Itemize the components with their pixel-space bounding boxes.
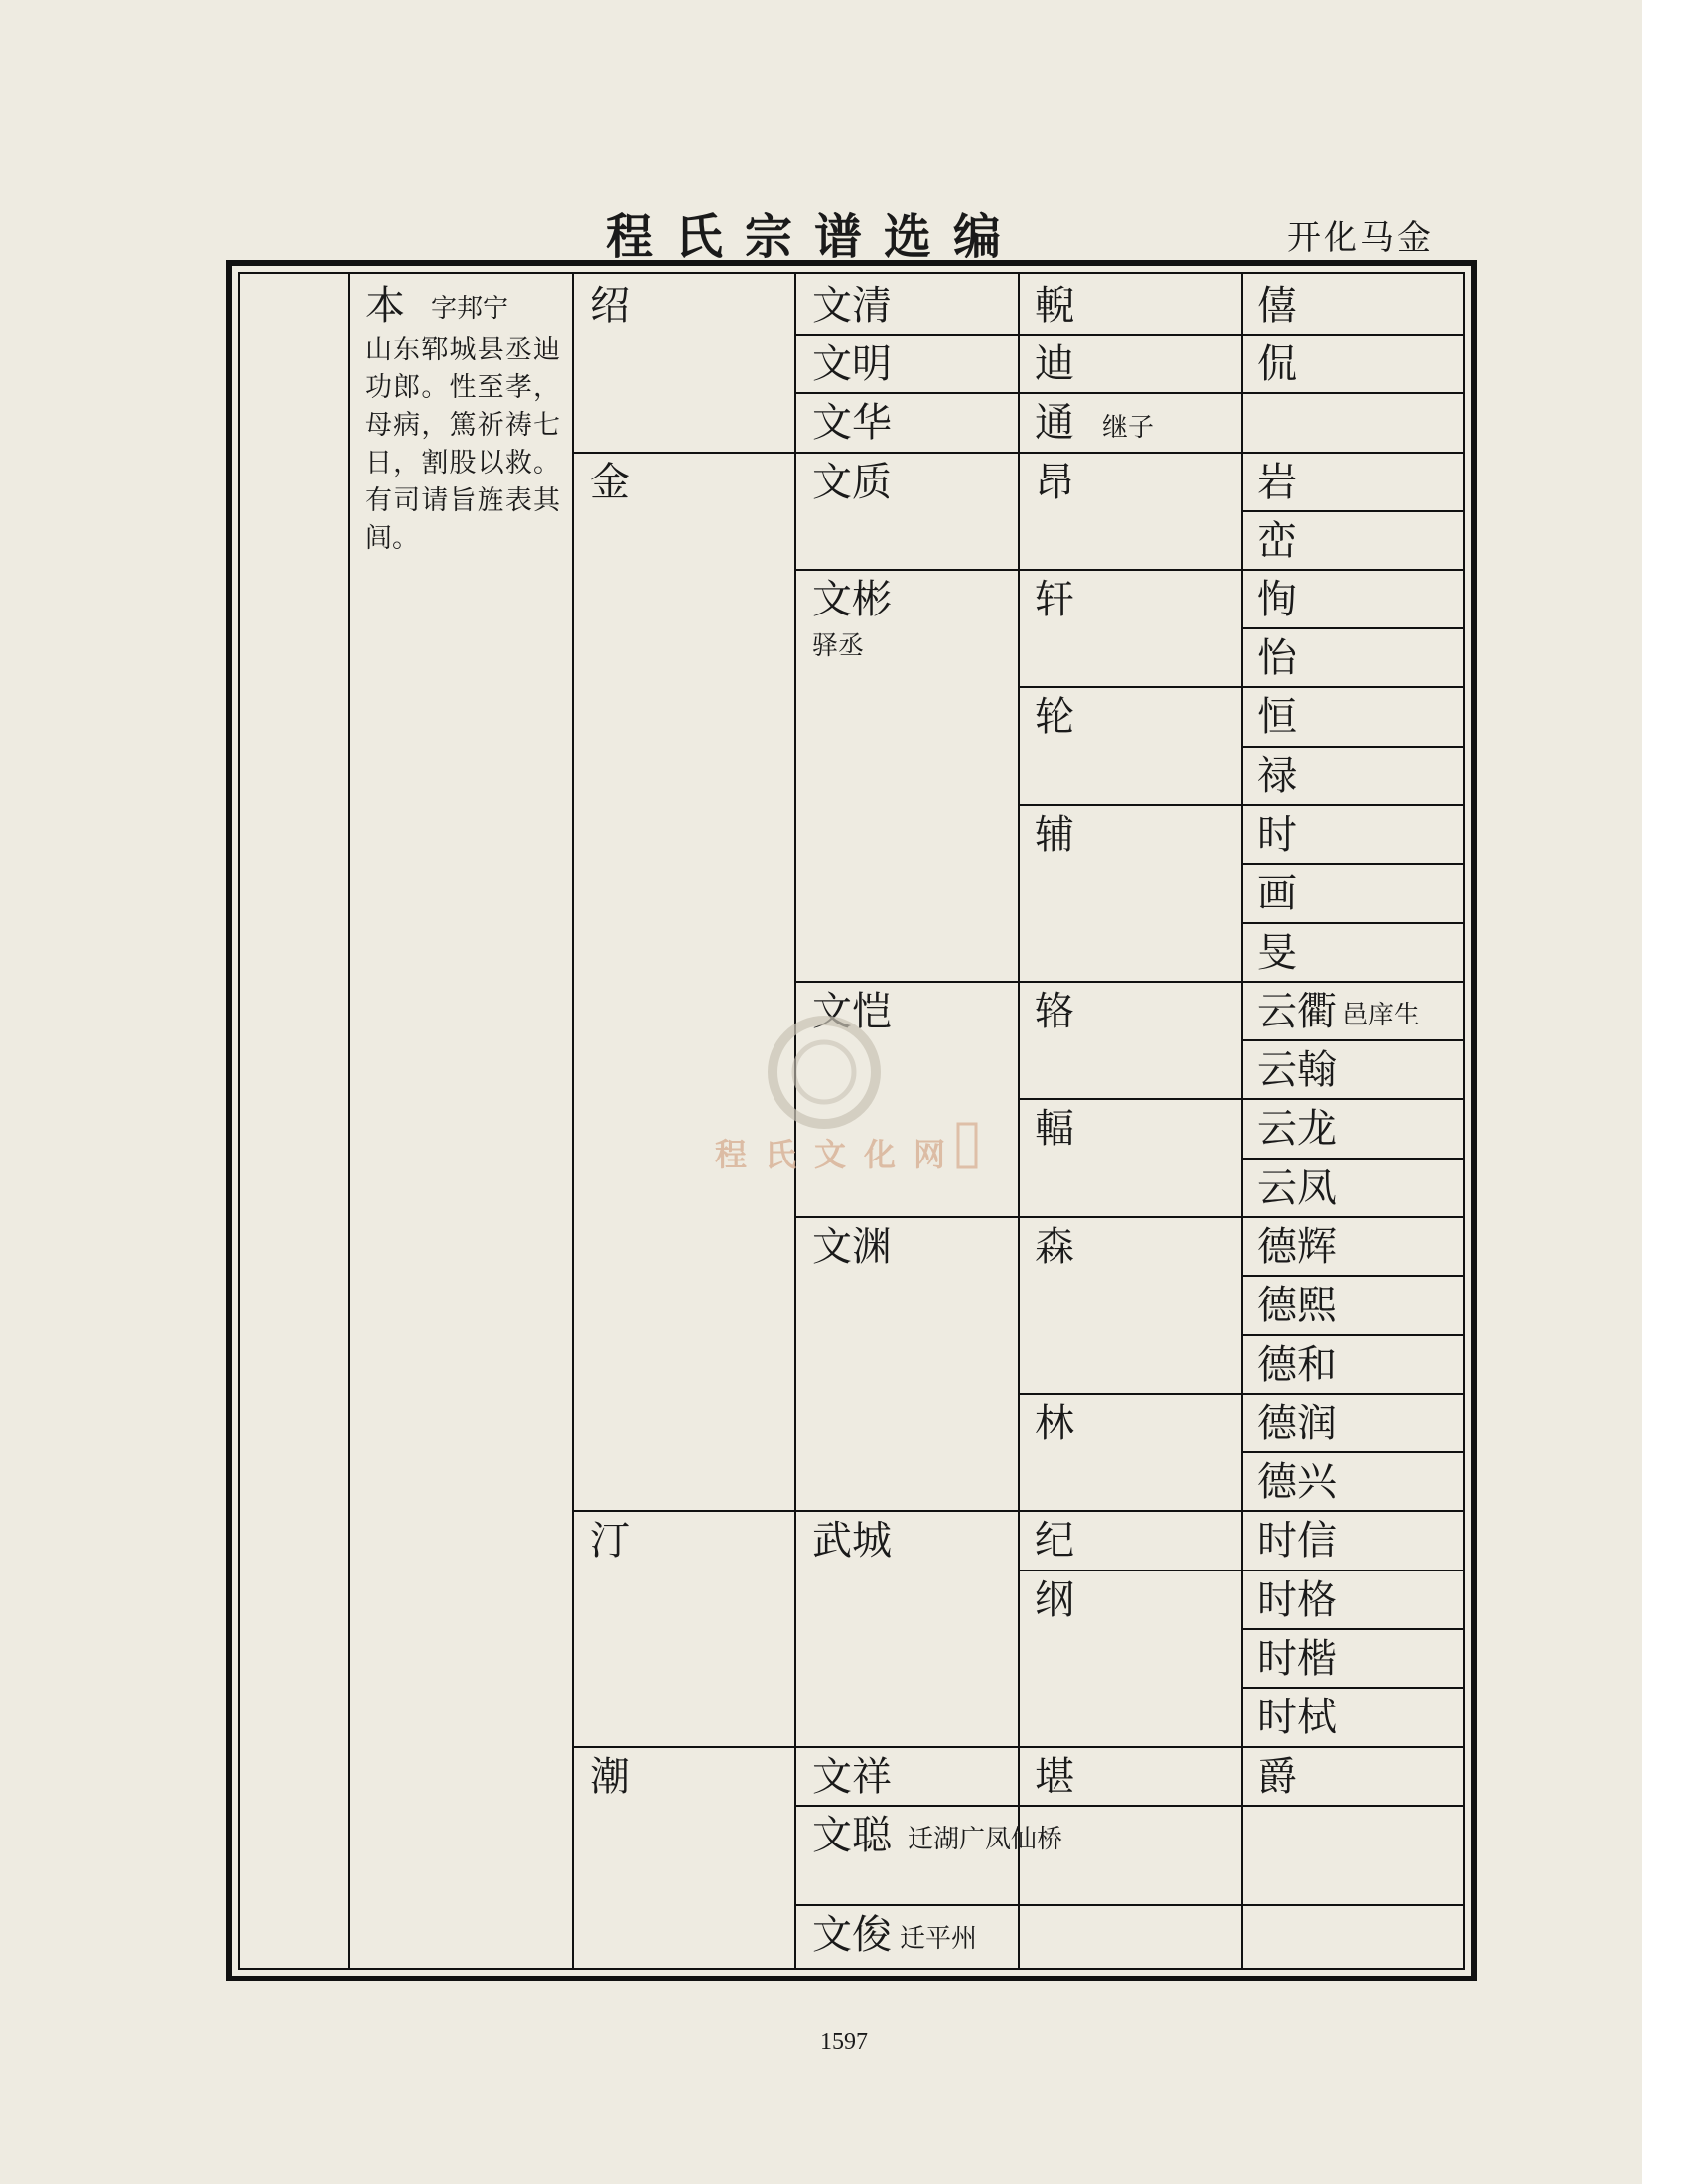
row-divider [1018, 392, 1241, 394]
great-great-grandson-name: 德兴 [1257, 1459, 1336, 1505]
row-divider [572, 452, 794, 454]
row-divider [1018, 452, 1241, 454]
great-grandson-name: 纲 [1035, 1577, 1074, 1623]
row-divider [1018, 1393, 1241, 1395]
great-grandson-name: 迪 [1035, 341, 1074, 387]
great-grandson-name: 林 [1035, 1401, 1074, 1446]
row-divider [1241, 452, 1465, 454]
great-great-grandson-name: 侃 [1257, 341, 1297, 387]
great-great-grandson-name: 旻 [1257, 930, 1297, 976]
great-great-grandson-name: 怡 [1257, 635, 1297, 681]
son-name: 绍 [590, 283, 630, 329]
great-grandson-note: 继子 [1102, 413, 1155, 443]
page-number: 1597 [820, 2029, 868, 2055]
great-great-grandson-name: 恂 [1257, 577, 1297, 622]
great-grandson-name: 辅 [1035, 812, 1074, 858]
grandson-name: 文清 [812, 283, 892, 329]
great-grandson-name: 通 [1035, 400, 1074, 446]
great-great-grandson-name: 画 [1257, 871, 1297, 916]
row-divider [1241, 334, 1465, 336]
great-grandson-name: 昂 [1035, 460, 1074, 505]
row-divider [794, 392, 1018, 394]
row-divider [1241, 1334, 1465, 1336]
great-grandson-name: 纪 [1035, 1518, 1074, 1564]
grandson-name: 文彬 [812, 577, 892, 622]
great-great-grandson-name: 时信 [1257, 1518, 1336, 1564]
great-great-grandson-name: 云凤 [1257, 1165, 1336, 1211]
great-great-grandson-name: 德润 [1257, 1401, 1336, 1446]
row-divider [1018, 1216, 1241, 1218]
great-great-grandson-name: 时楷 [1257, 1636, 1336, 1682]
great-great-grandson-name: 德和 [1257, 1342, 1336, 1388]
row-divider [1018, 1510, 1241, 1512]
row-divider [1241, 1746, 1465, 1748]
row-divider [1241, 1628, 1465, 1630]
great-grandson-name: 堪 [1035, 1754, 1074, 1800]
ancestor-courtesy-name: 字邦宁 [431, 294, 509, 324]
row-divider [1018, 981, 1241, 983]
row-divider [1241, 1216, 1465, 1218]
row-divider [1241, 627, 1465, 629]
great-great-grandson-name: 爵 [1257, 1754, 1297, 1800]
row-divider [794, 569, 1018, 571]
grandson-note: 迁平州 [900, 1924, 978, 1954]
row-divider [1241, 686, 1465, 688]
row-divider [794, 981, 1018, 983]
row-divider [1018, 1570, 1241, 1571]
row-divider [1241, 1687, 1465, 1689]
grandson-name: 文俊 [812, 1912, 892, 1958]
great-great-grandson-name: 时格 [1257, 1577, 1336, 1623]
ancestor-name: 本 [365, 283, 405, 329]
row-divider [1241, 1451, 1465, 1453]
row-divider [794, 1805, 1018, 1807]
column-divider [1241, 272, 1243, 1970]
grandson-name: 文质 [812, 460, 892, 505]
row-divider [1241, 1510, 1465, 1512]
row-divider [1018, 1098, 1241, 1100]
row-divider [1018, 1746, 1241, 1748]
row-divider [794, 1746, 1018, 1748]
great-grandson-name: 輗 [1035, 283, 1074, 329]
row-divider [1241, 1098, 1465, 1100]
column-divider [572, 272, 574, 1970]
grandson-name: 文明 [812, 341, 892, 387]
son-name: 潮 [590, 1754, 630, 1800]
grandson-name: 文聪 [812, 1813, 892, 1858]
row-divider [1241, 804, 1465, 806]
row-divider [1018, 334, 1241, 336]
row-divider [572, 1510, 794, 1512]
row-divider [794, 1510, 1018, 1512]
row-divider [1018, 1805, 1241, 1807]
row-divider [1018, 1904, 1241, 1906]
great-grandson-name: 輻 [1035, 1106, 1074, 1152]
row-divider [1241, 1393, 1465, 1395]
row-divider [1241, 392, 1465, 394]
row-divider [1241, 1158, 1465, 1160]
great-great-grandson-name: 云衢 [1257, 989, 1336, 1034]
great-great-grandson-name: 德熙 [1257, 1283, 1336, 1328]
row-divider [794, 334, 1018, 336]
row-divider [1241, 1275, 1465, 1277]
row-divider [794, 1904, 1018, 1906]
column-divider [1018, 272, 1020, 1970]
great-grandson-name: 辂 [1035, 989, 1074, 1034]
row-divider [794, 1216, 1018, 1218]
great-great-grandson-name: 时栻 [1257, 1695, 1336, 1740]
great-great-grandson-name: 德辉 [1257, 1224, 1336, 1270]
great-great-grandson-name: 时 [1257, 812, 1297, 858]
page-title: 程氏宗谱选编 [605, 209, 1023, 265]
great-great-grandson-name: 云翰 [1257, 1047, 1336, 1093]
row-divider [1241, 1570, 1465, 1571]
grandson-note: 驿丞 [812, 631, 865, 661]
row-divider [1241, 1805, 1465, 1807]
son-name: 金 [590, 460, 630, 505]
grandson-name: 武城 [812, 1518, 892, 1564]
great-great-grandson-name: 岩 [1257, 460, 1297, 505]
row-divider [1241, 981, 1465, 983]
region-label: 开化马金 [1287, 218, 1434, 258]
column-divider [348, 272, 350, 1970]
row-divider [572, 1746, 794, 1748]
watermark-text: 程氏文化网 [715, 1136, 964, 1173]
ancestor-biography: 山东郓城县丞迪功郎。性至孝，母病，篤祈祷七日，割股以救。有司请旨旌表其闾。 [365, 335, 560, 554]
grandson-note: 迁湖广凤仙桥 [908, 1825, 1063, 1854]
grandson-name: 文恺 [812, 989, 892, 1034]
row-divider [1241, 922, 1465, 924]
grandson-name: 文渊 [812, 1224, 892, 1270]
row-divider [1018, 804, 1241, 806]
grandson-name: 文华 [812, 400, 892, 446]
great-grandson-name: 轮 [1035, 694, 1074, 740]
row-divider [1241, 569, 1465, 571]
row-divider [1241, 510, 1465, 512]
great-grandson-name: 轩 [1035, 577, 1074, 622]
great-great-grandson-note: 邑庠生 [1342, 1001, 1421, 1030]
row-divider [1018, 686, 1241, 688]
great-great-grandson-name: 僖 [1257, 283, 1297, 329]
grandson-name: 文祥 [812, 1754, 892, 1800]
great-grandson-name: 森 [1035, 1224, 1074, 1270]
great-great-grandson-name: 云龙 [1257, 1106, 1336, 1152]
row-divider [1241, 863, 1465, 865]
great-great-grandson-name: 禄 [1257, 753, 1297, 799]
row-divider [1241, 1039, 1465, 1041]
great-great-grandson-name: 峦 [1257, 518, 1297, 564]
row-divider [1018, 569, 1241, 571]
row-divider [1241, 746, 1465, 748]
son-name: 汀 [590, 1518, 630, 1564]
row-divider [794, 452, 1018, 454]
row-divider [1241, 1904, 1465, 1906]
great-great-grandson-name: 恒 [1257, 694, 1297, 740]
